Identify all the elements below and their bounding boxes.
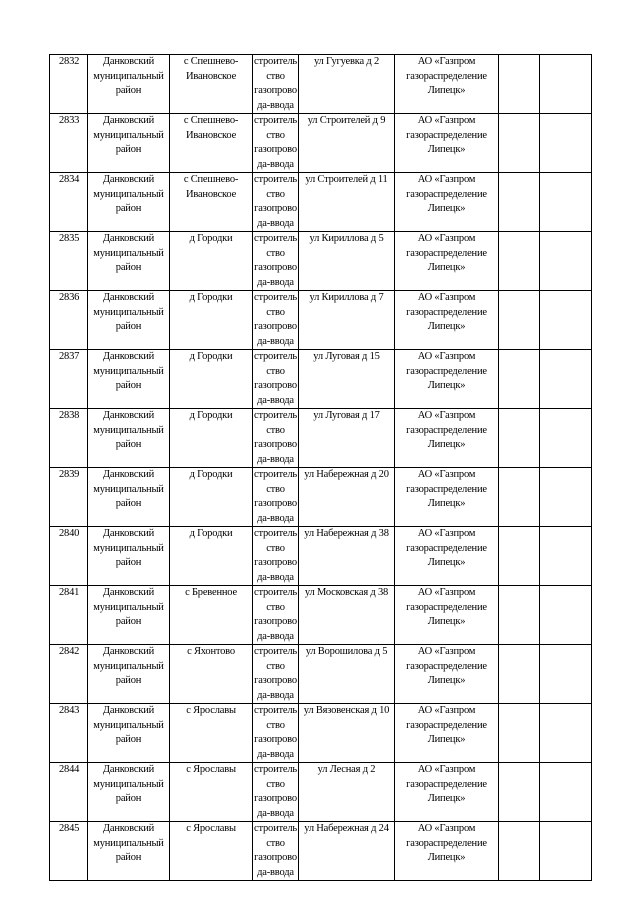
empty-cell [540, 586, 592, 645]
settlement-cell: с Спешнево-Ивановское [170, 55, 253, 114]
empty-cell [499, 763, 540, 822]
row-number-cell: 2842 [50, 645, 88, 704]
row-number-cell: 2840 [50, 527, 88, 586]
settlement-cell: с Ярославы [170, 763, 253, 822]
address-cell: ул Набережная д 20 [299, 468, 395, 527]
settlement-cell: д Городки [170, 409, 253, 468]
work-type-cell: строитель ство газопрово да-ввода [253, 173, 299, 232]
organization-cell: АО «Газпром газораспределение Липецк» [395, 763, 499, 822]
organization-cell: АО «Газпром газораспределение Липецк» [395, 822, 499, 881]
district-cell: Данковский муниципальный район [88, 350, 170, 409]
table-row [50, 291, 592, 350]
empty-cell [540, 409, 592, 468]
row-number-cell: 2845 [50, 822, 88, 881]
empty-cell [499, 704, 540, 763]
row-number-cell: 2839 [50, 468, 88, 527]
settlement-cell: с Ярославы [170, 704, 253, 763]
row-number-cell: 2833 [50, 114, 88, 173]
row-number-cell: 2843 [50, 704, 88, 763]
table-row [50, 468, 592, 527]
table-row [50, 704, 592, 763]
table-row [50, 822, 592, 881]
district-cell: Данковский муниципальный район [88, 822, 170, 881]
organization-cell: АО «Газпром газораспределение Липецк» [395, 468, 499, 527]
work-type-cell: строитель ство газопрово да-ввода [253, 586, 299, 645]
empty-cell [540, 468, 592, 527]
empty-cell [540, 763, 592, 822]
settlement-cell: д Городки [170, 527, 253, 586]
district-cell: Данковский муниципальный район [88, 173, 170, 232]
organization-cell: АО «Газпром газораспределение Липецк» [395, 586, 499, 645]
empty-cell [499, 350, 540, 409]
empty-cell [499, 468, 540, 527]
table-row [50, 527, 592, 586]
district-cell: Данковский муниципальный район [88, 291, 170, 350]
empty-cell [540, 114, 592, 173]
address-cell: ул Гугуевка д 2 [299, 55, 395, 114]
work-type-cell: строитель ство газопрово да-ввода [253, 763, 299, 822]
empty-cell [499, 586, 540, 645]
work-type-cell: строитель ство газопрово да-ввода [253, 55, 299, 114]
address-cell: ул Строителей д 11 [299, 173, 395, 232]
table-row [50, 173, 592, 232]
settlement-cell: д Городки [170, 350, 253, 409]
address-cell: ул Кириллова д 5 [299, 232, 395, 291]
registry-table [49, 54, 592, 881]
work-type-cell: строитель ство газопрово да-ввода [253, 291, 299, 350]
organization-cell: АО «Газпром газораспределение Липецк» [395, 55, 499, 114]
district-cell: Данковский муниципальный район [88, 763, 170, 822]
address-cell: ул Лесная д 2 [299, 763, 395, 822]
work-type-cell: строитель ство газопрово да-ввода [253, 232, 299, 291]
empty-cell [499, 232, 540, 291]
empty-cell [499, 409, 540, 468]
settlement-cell: д Городки [170, 468, 253, 527]
organization-cell: АО «Газпром газораспределение Липецк» [395, 704, 499, 763]
settlement-cell: с Спешнево-Ивановское [170, 114, 253, 173]
table-row [50, 114, 592, 173]
table-row [50, 232, 592, 291]
address-cell: ул Луговая д 17 [299, 409, 395, 468]
empty-cell [499, 527, 540, 586]
address-cell: ул Ворошилова д 5 [299, 645, 395, 704]
work-type-cell: строитель ство газопрово да-ввода [253, 822, 299, 881]
organization-cell: АО «Газпром газораспределение Липецк» [395, 114, 499, 173]
address-cell: ул Набережная д 38 [299, 527, 395, 586]
row-number-cell: 2835 [50, 232, 88, 291]
work-type-cell: строитель ство газопрово да-ввода [253, 409, 299, 468]
row-number-cell: 2832 [50, 55, 88, 114]
empty-cell [499, 173, 540, 232]
empty-cell [499, 291, 540, 350]
empty-cell [540, 645, 592, 704]
empty-cell [540, 291, 592, 350]
empty-cell [540, 527, 592, 586]
table-row [50, 586, 592, 645]
table-row [50, 645, 592, 704]
address-cell: ул Вязовенская д 10 [299, 704, 395, 763]
district-cell: Данковский муниципальный район [88, 232, 170, 291]
work-type-cell: строитель ство газопрово да-ввода [253, 350, 299, 409]
table-row [50, 350, 592, 409]
address-cell: ул Кириллова д 7 [299, 291, 395, 350]
table-row [50, 409, 592, 468]
settlement-cell: с Ярославы [170, 822, 253, 881]
document-page [49, 54, 592, 881]
empty-cell [540, 822, 592, 881]
organization-cell: АО «Газпром газораспределение Липецк» [395, 527, 499, 586]
row-number-cell: 2844 [50, 763, 88, 822]
empty-cell [540, 704, 592, 763]
row-number-cell: 2836 [50, 291, 88, 350]
empty-cell [540, 173, 592, 232]
settlement-cell: д Городки [170, 232, 253, 291]
district-cell: Данковский муниципальный район [88, 114, 170, 173]
empty-cell [540, 55, 592, 114]
work-type-cell: строитель ство газопрово да-ввода [253, 704, 299, 763]
settlement-cell: с Яхонтово [170, 645, 253, 704]
row-number-cell: 2841 [50, 586, 88, 645]
table-body [50, 55, 592, 881]
organization-cell: АО «Газпром газораспределение Липецк» [395, 350, 499, 409]
organization-cell: АО «Газпром газораспределение Липецк» [395, 173, 499, 232]
empty-cell [499, 55, 540, 114]
row-number-cell: 2837 [50, 350, 88, 409]
empty-cell [540, 232, 592, 291]
work-type-cell: строитель ство газопрово да-ввода [253, 114, 299, 173]
settlement-cell: с Бревенное [170, 586, 253, 645]
work-type-cell: строитель ство газопрово да-ввода [253, 645, 299, 704]
empty-cell [499, 822, 540, 881]
row-number-cell: 2838 [50, 409, 88, 468]
district-cell: Данковский муниципальный район [88, 468, 170, 527]
district-cell: Данковский муниципальный район [88, 645, 170, 704]
empty-cell [499, 114, 540, 173]
organization-cell: АО «Газпром газораспределение Липецк» [395, 409, 499, 468]
address-cell: ул Московская д 38 [299, 586, 395, 645]
work-type-cell: строитель ство газопрово да-ввода [253, 468, 299, 527]
organization-cell: АО «Газпром газораспределение Липецк» [395, 232, 499, 291]
district-cell: Данковский муниципальный район [88, 409, 170, 468]
district-cell: Данковский муниципальный район [88, 55, 170, 114]
empty-cell [540, 350, 592, 409]
row-number-cell: 2834 [50, 173, 88, 232]
table-row [50, 763, 592, 822]
district-cell: Данковский муниципальный район [88, 704, 170, 763]
organization-cell: АО «Газпром газораспределение Липецк» [395, 645, 499, 704]
address-cell: ул Строителей д 9 [299, 114, 395, 173]
district-cell: Данковский муниципальный район [88, 586, 170, 645]
settlement-cell: с Спешнево-Ивановское [170, 173, 253, 232]
work-type-cell: строитель ство газопрово да-ввода [253, 527, 299, 586]
settlement-cell: д Городки [170, 291, 253, 350]
address-cell: ул Набережная д 24 [299, 822, 395, 881]
empty-cell [499, 645, 540, 704]
organization-cell: АО «Газпром газораспределение Липецк» [395, 291, 499, 350]
table-row [50, 55, 592, 114]
district-cell: Данковский муниципальный район [88, 527, 170, 586]
address-cell: ул Луговая д 15 [299, 350, 395, 409]
